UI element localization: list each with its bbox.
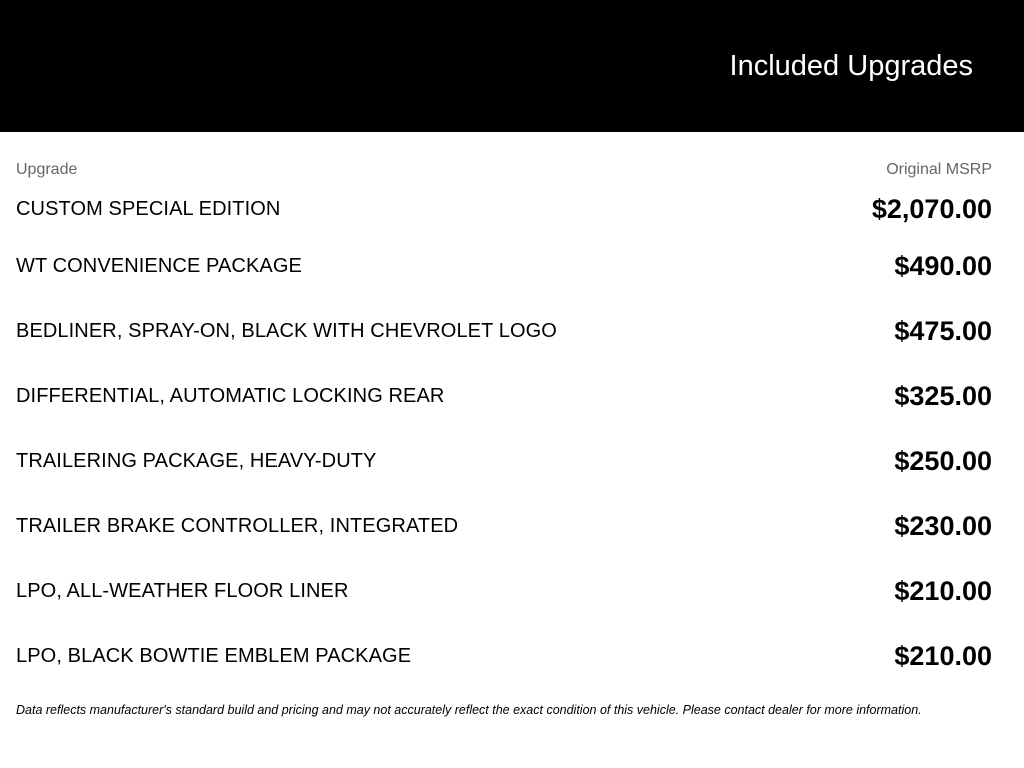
header-banner <box>0 0 1024 132</box>
upgrade-price: $490.00 <box>894 251 992 281</box>
table-header <box>16 156 992 184</box>
upgrade-price: $325.00 <box>894 381 992 411</box>
upgrade-name: LPO, BLACK BOWTIE EMBLEM PACKAGE <box>16 645 412 667</box>
upgrade-name: TRAILERING PACKAGE, HEAVY-DUTY <box>16 450 377 472</box>
upgrade-price: $2,070.00 <box>871 193 992 224</box>
table-row <box>16 559 992 624</box>
upgrade-name: BEDLINER, SPRAY-ON, BLACK WITH CHEVROLET LOGO <box>16 320 557 342</box>
table-row <box>16 299 992 364</box>
table-body <box>16 184 992 689</box>
table-row <box>16 184 992 234</box>
disclaimer-text: Data reflects manufacturer's standard build and pricing and may not accurately reflect the exact condition of this vehicle. Please contact dealer for more information. <box>16 703 922 717</box>
upgrade-name: TRAILER BRAKE CONTROLLER, INTEGRATED <box>16 515 459 537</box>
upgrade-name: LPO, ALL-WEATHER FLOOR LINER <box>16 580 349 602</box>
upgrade-name: WT CONVENIENCE PACKAGE <box>16 255 302 277</box>
table-row <box>16 494 992 559</box>
upgrade-name: CUSTOM SPECIAL EDITION <box>16 197 281 220</box>
page-title: Included Upgrades <box>729 50 973 82</box>
column-header-upgrade: Upgrade <box>16 161 78 178</box>
upgrade-price: $250.00 <box>894 446 992 476</box>
column-header-msrp: Original MSRP <box>886 161 992 178</box>
upgrade-price: $210.00 <box>894 576 992 606</box>
upgrade-price: $210.00 <box>894 641 992 671</box>
upgrades-table <box>0 156 1024 717</box>
upgrade-price: $475.00 <box>894 316 992 346</box>
table-row <box>16 624 992 689</box>
upgrade-price: $230.00 <box>894 511 992 541</box>
table-row <box>16 429 992 494</box>
table-row <box>16 234 992 299</box>
table-row <box>16 364 992 429</box>
upgrade-name: DIFFERENTIAL, AUTOMATIC LOCKING REAR <box>16 385 445 407</box>
